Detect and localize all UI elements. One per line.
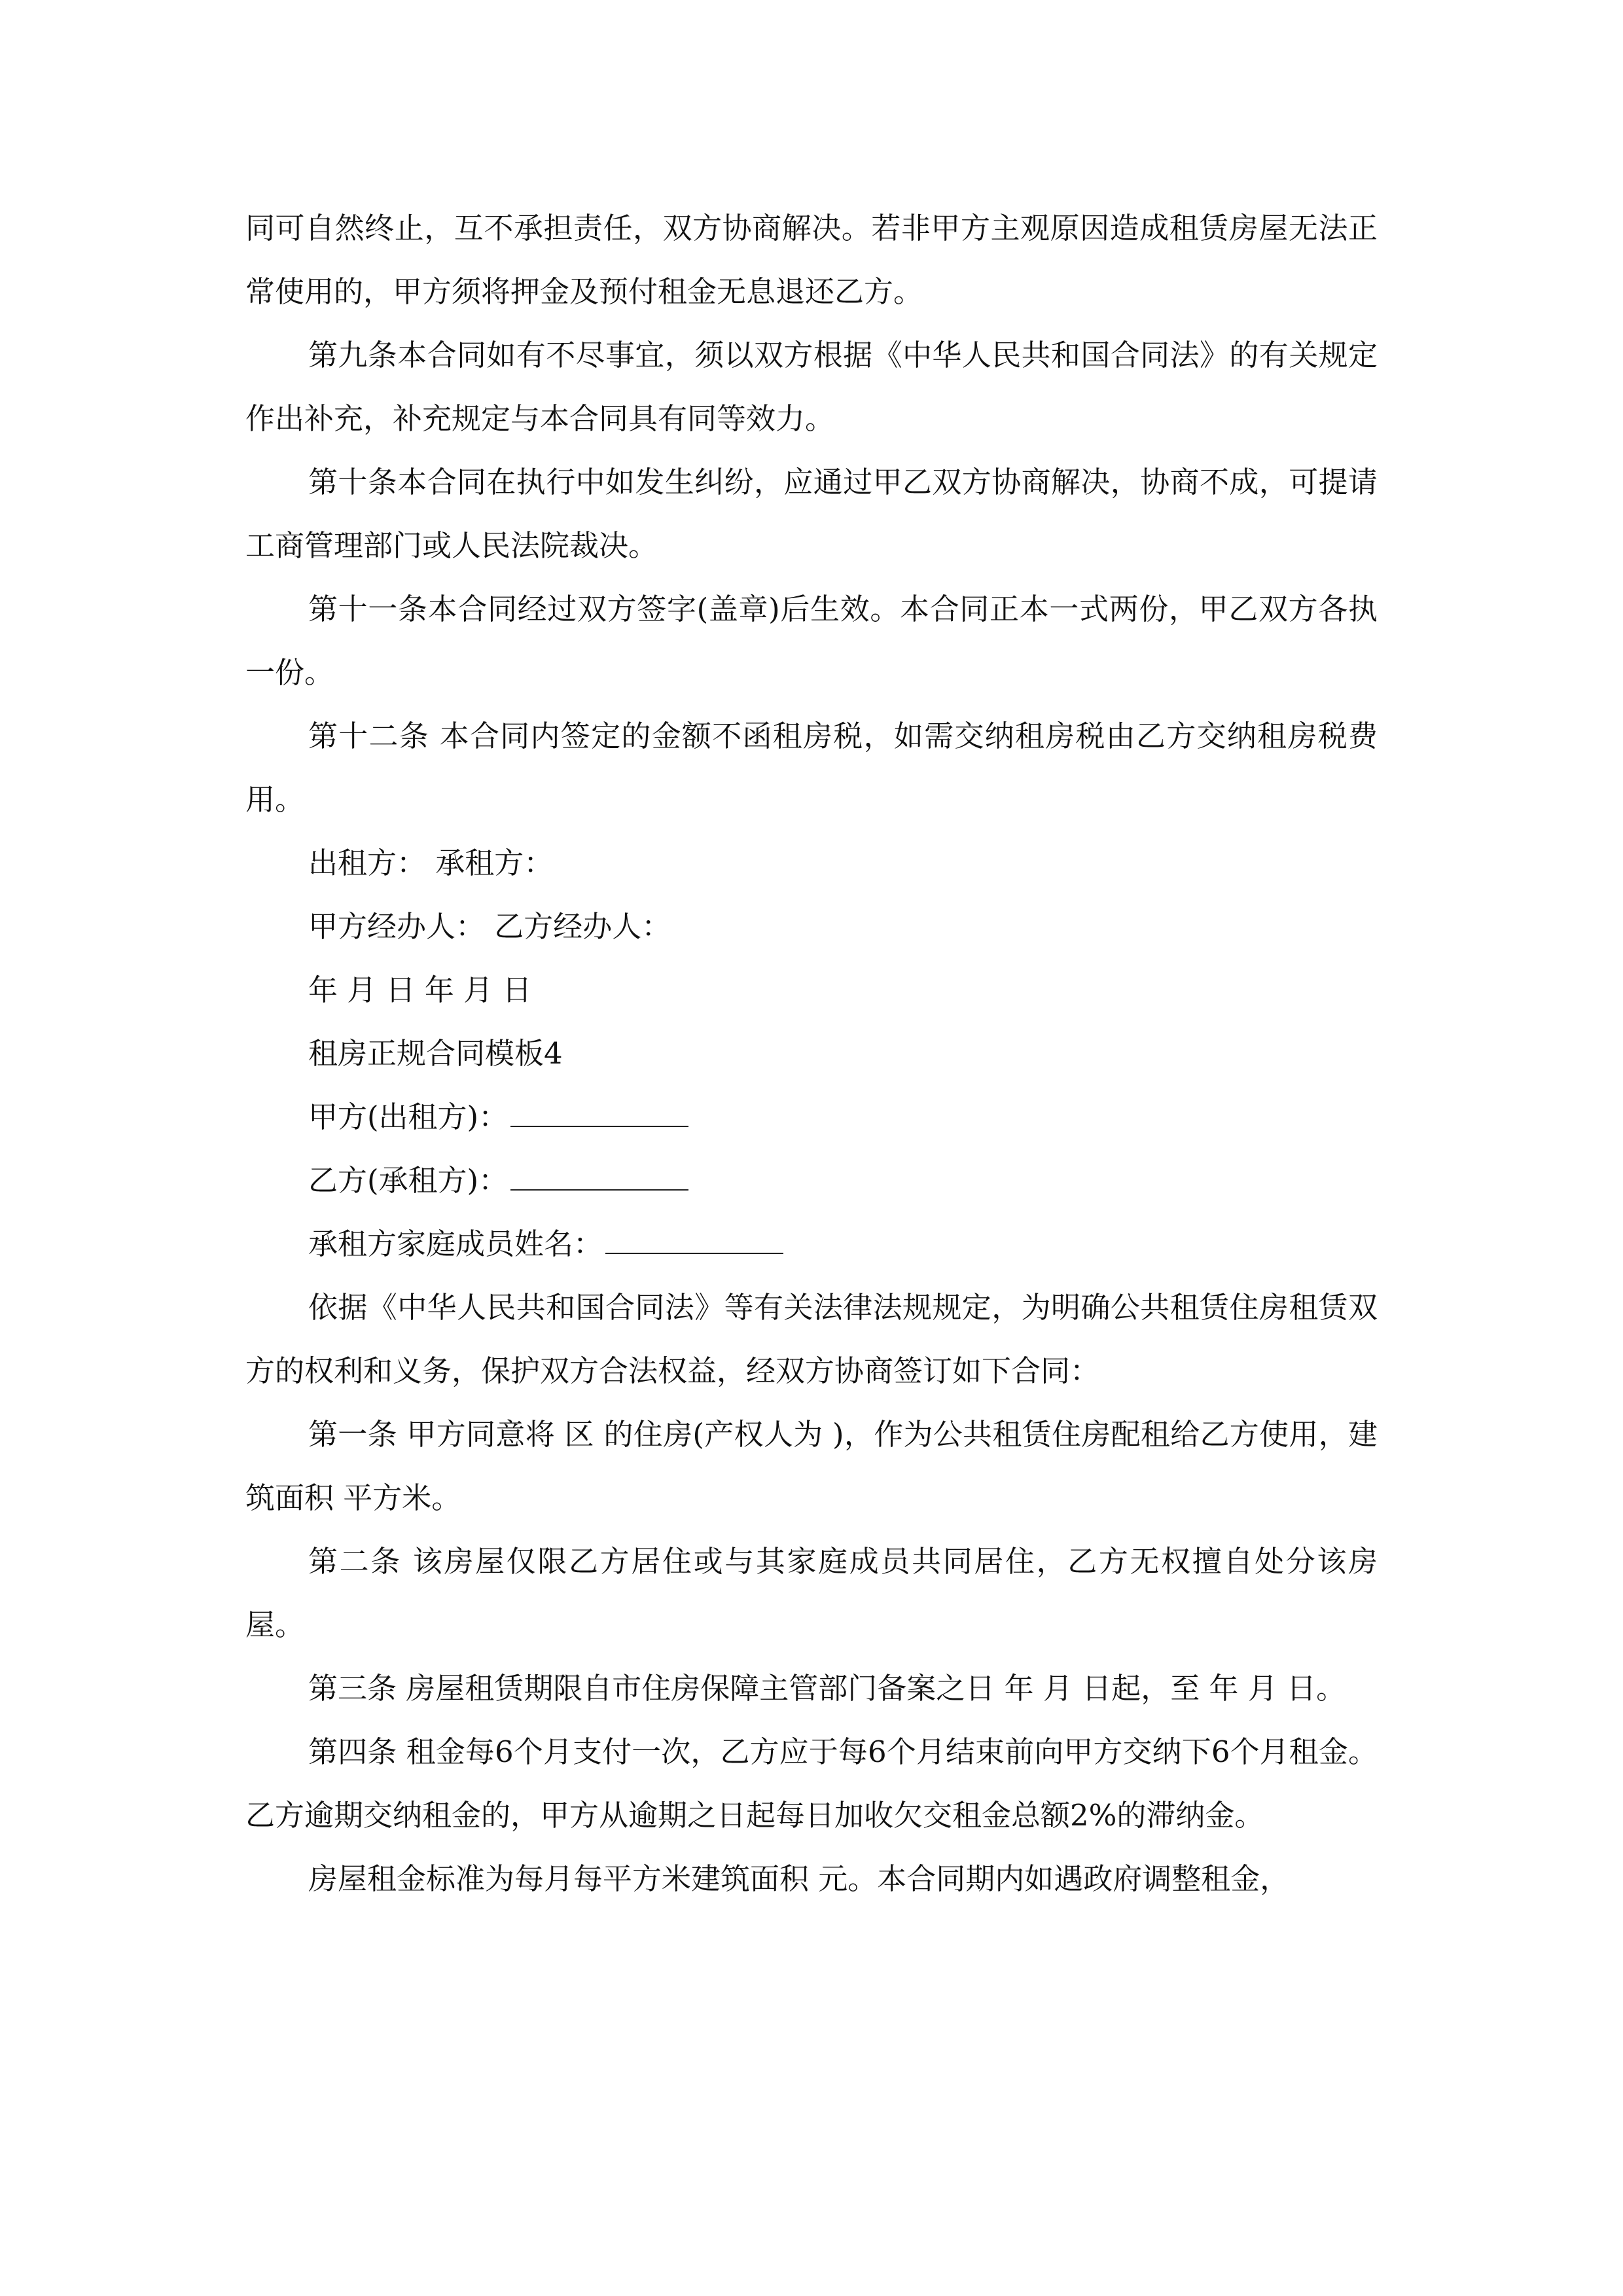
signature-parties: 出租方： 承租方： xyxy=(308,846,554,880)
party-b-label: 乙方(承租方)： xyxy=(308,1163,508,1198)
preamble: 依据《中华人民共和国合同法》等有关法律法规规定，为明确公共租赁住房租赁双方的权利和义务，保护双方合法权益，经双方协商签订如下合同： xyxy=(245,1290,1378,1388)
article-11: 第十一条本合同经过双方签字(盖章)后生效。本合同正本一式两份，甲乙双方各执一份。 xyxy=(245,592,1378,690)
article-9: 第九条本合同如有不尽事宜，须以双方根据《中华人民共和国合同法》的有关规定作出补充，补充规定与本合同具有同等效力。 xyxy=(245,338,1378,436)
party-a-blank xyxy=(510,1100,688,1127)
family-members-blank xyxy=(605,1227,783,1254)
family-members-line xyxy=(245,1212,1378,1276)
rent-standard: 房屋租金标准为每月每平方米建筑面积 元。本合同期内如遇政府调整租金， xyxy=(308,1861,1290,1896)
article-3: 第三条 房屋租赁期限自市住房保障主管部门备案之日 年 月 日起，至 年 月 日。 xyxy=(308,1671,1346,1706)
contract-body xyxy=(245,196,1378,1910)
article-12: 第十二条 本合同内签定的金额不函租房税，如需交纳租房税由乙方交纳租房税费用。 xyxy=(245,719,1378,817)
article-4: 第四条 租金每6个月支付一次，乙方应于每6个月结束前向甲方交纳下6个月租金。乙方逾期交纳租金的，甲方从逾期之日起每日加收欠交租金总额2%的滞纳金。 xyxy=(245,1734,1378,1833)
article-1: 第一条 甲方同意将 区 的住房(产权人为 )，作为公共租赁住房配租给乙方使用，建筑面积 平方米。 xyxy=(245,1417,1378,1515)
party-a-label: 甲方(出租方)： xyxy=(308,1100,508,1134)
template-heading: 租房正规合同模板4 xyxy=(308,1036,563,1071)
party-a-line xyxy=(245,1085,1378,1149)
signature-agents: 甲方经办人： 乙方经办人： xyxy=(308,909,671,944)
family-members-label: 承租方家庭成员姓名： xyxy=(308,1227,603,1261)
signature-dates: 年 月 日 年 月 日 xyxy=(308,973,532,1007)
article-10: 第十条本合同在执行中如发生纠纷，应通过甲乙双方协商解决，协商不成，可提请工商管理部门或人民法院裁决。 xyxy=(245,465,1378,563)
party-b-blank xyxy=(510,1163,688,1191)
party-b-line xyxy=(245,1149,1378,1212)
paragraph-continuation: 同可自然终止，互不承担责任，双方协商解决。若非甲方主观原因造成租赁房屋无法正常使用的，甲方须将押金及预付租金无息退还乙方。 xyxy=(245,211,1378,309)
article-2: 第二条 该房屋仅限乙方居住或与其家庭成员共同居住，乙方无权擅自处分该房屋。 xyxy=(245,1544,1378,1642)
